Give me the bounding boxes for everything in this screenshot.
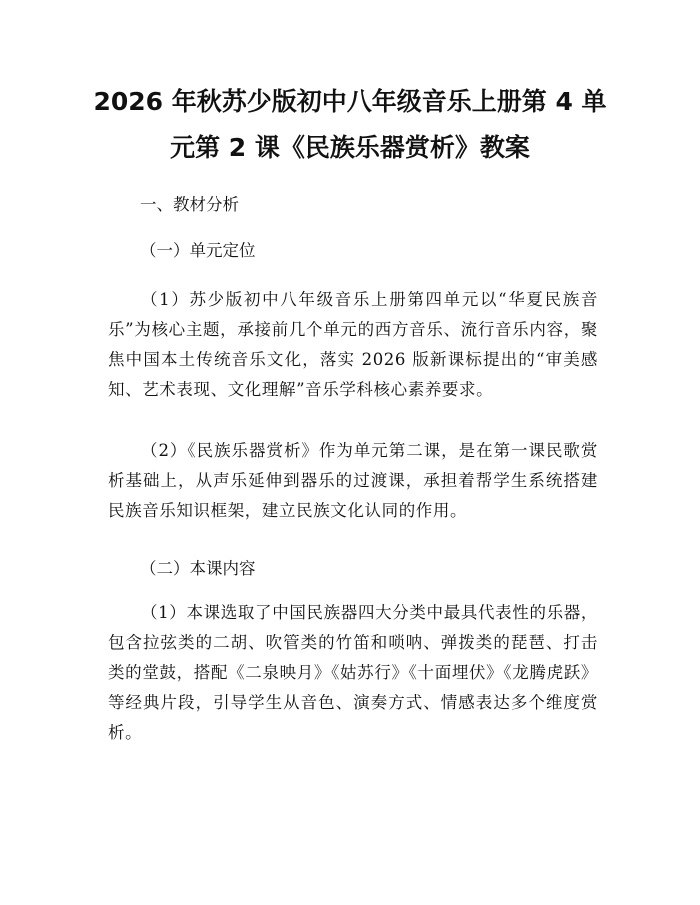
section-heading-textbook-analysis: 一、教材分析 — [140, 195, 239, 214]
document-title-line-1: 2026 年秋苏少版初中八年级音乐上册第 4 单 — [93, 87, 607, 116]
paragraph-lesson-content-1: （1）本课选取了中国民族器四大分类中最具代表性的乐器，包含拉弦类的二胡、吹管类的竹笛和唢呐、弹拨类的琵琶、打击类的堂鼓，搭配《二泉映月》《姑苏行》《十面埋伏》《龙腾虎跃》等经典片段，引导学生从音色、演奏方式、情感表达多个维度赏析。 — [108, 603, 598, 742]
paragraph-unit-positioning-1: （1）苏少版初中八年级音乐上册第四单元以“华夏民族音乐”为核心主题，承接前几个单元的西方音乐、流行音乐内容，聚焦中国本土传统音乐文化，落实 2026 版新课标提出的“审美感知、艺术表现、文化理解”音乐学科核心素养要求。 — [108, 290, 598, 399]
subsection-heading-unit-positioning: （一）单元定位 — [140, 241, 256, 260]
paragraph-unit-positioning-2: （2）《民族乐器赏析》作为单元第二课，是在第一课民歌赏析基础上，从声乐延伸到器乐的过渡课，承担着帮学生系统搭建民族音乐知识框架，建立民族文化认同的作用。 — [108, 441, 598, 520]
subsection-heading-lesson-content: （二）本课内容 — [140, 559, 256, 578]
document-title-line-2: 元第 2 课《民族乐器赏析》教案 — [170, 133, 530, 162]
